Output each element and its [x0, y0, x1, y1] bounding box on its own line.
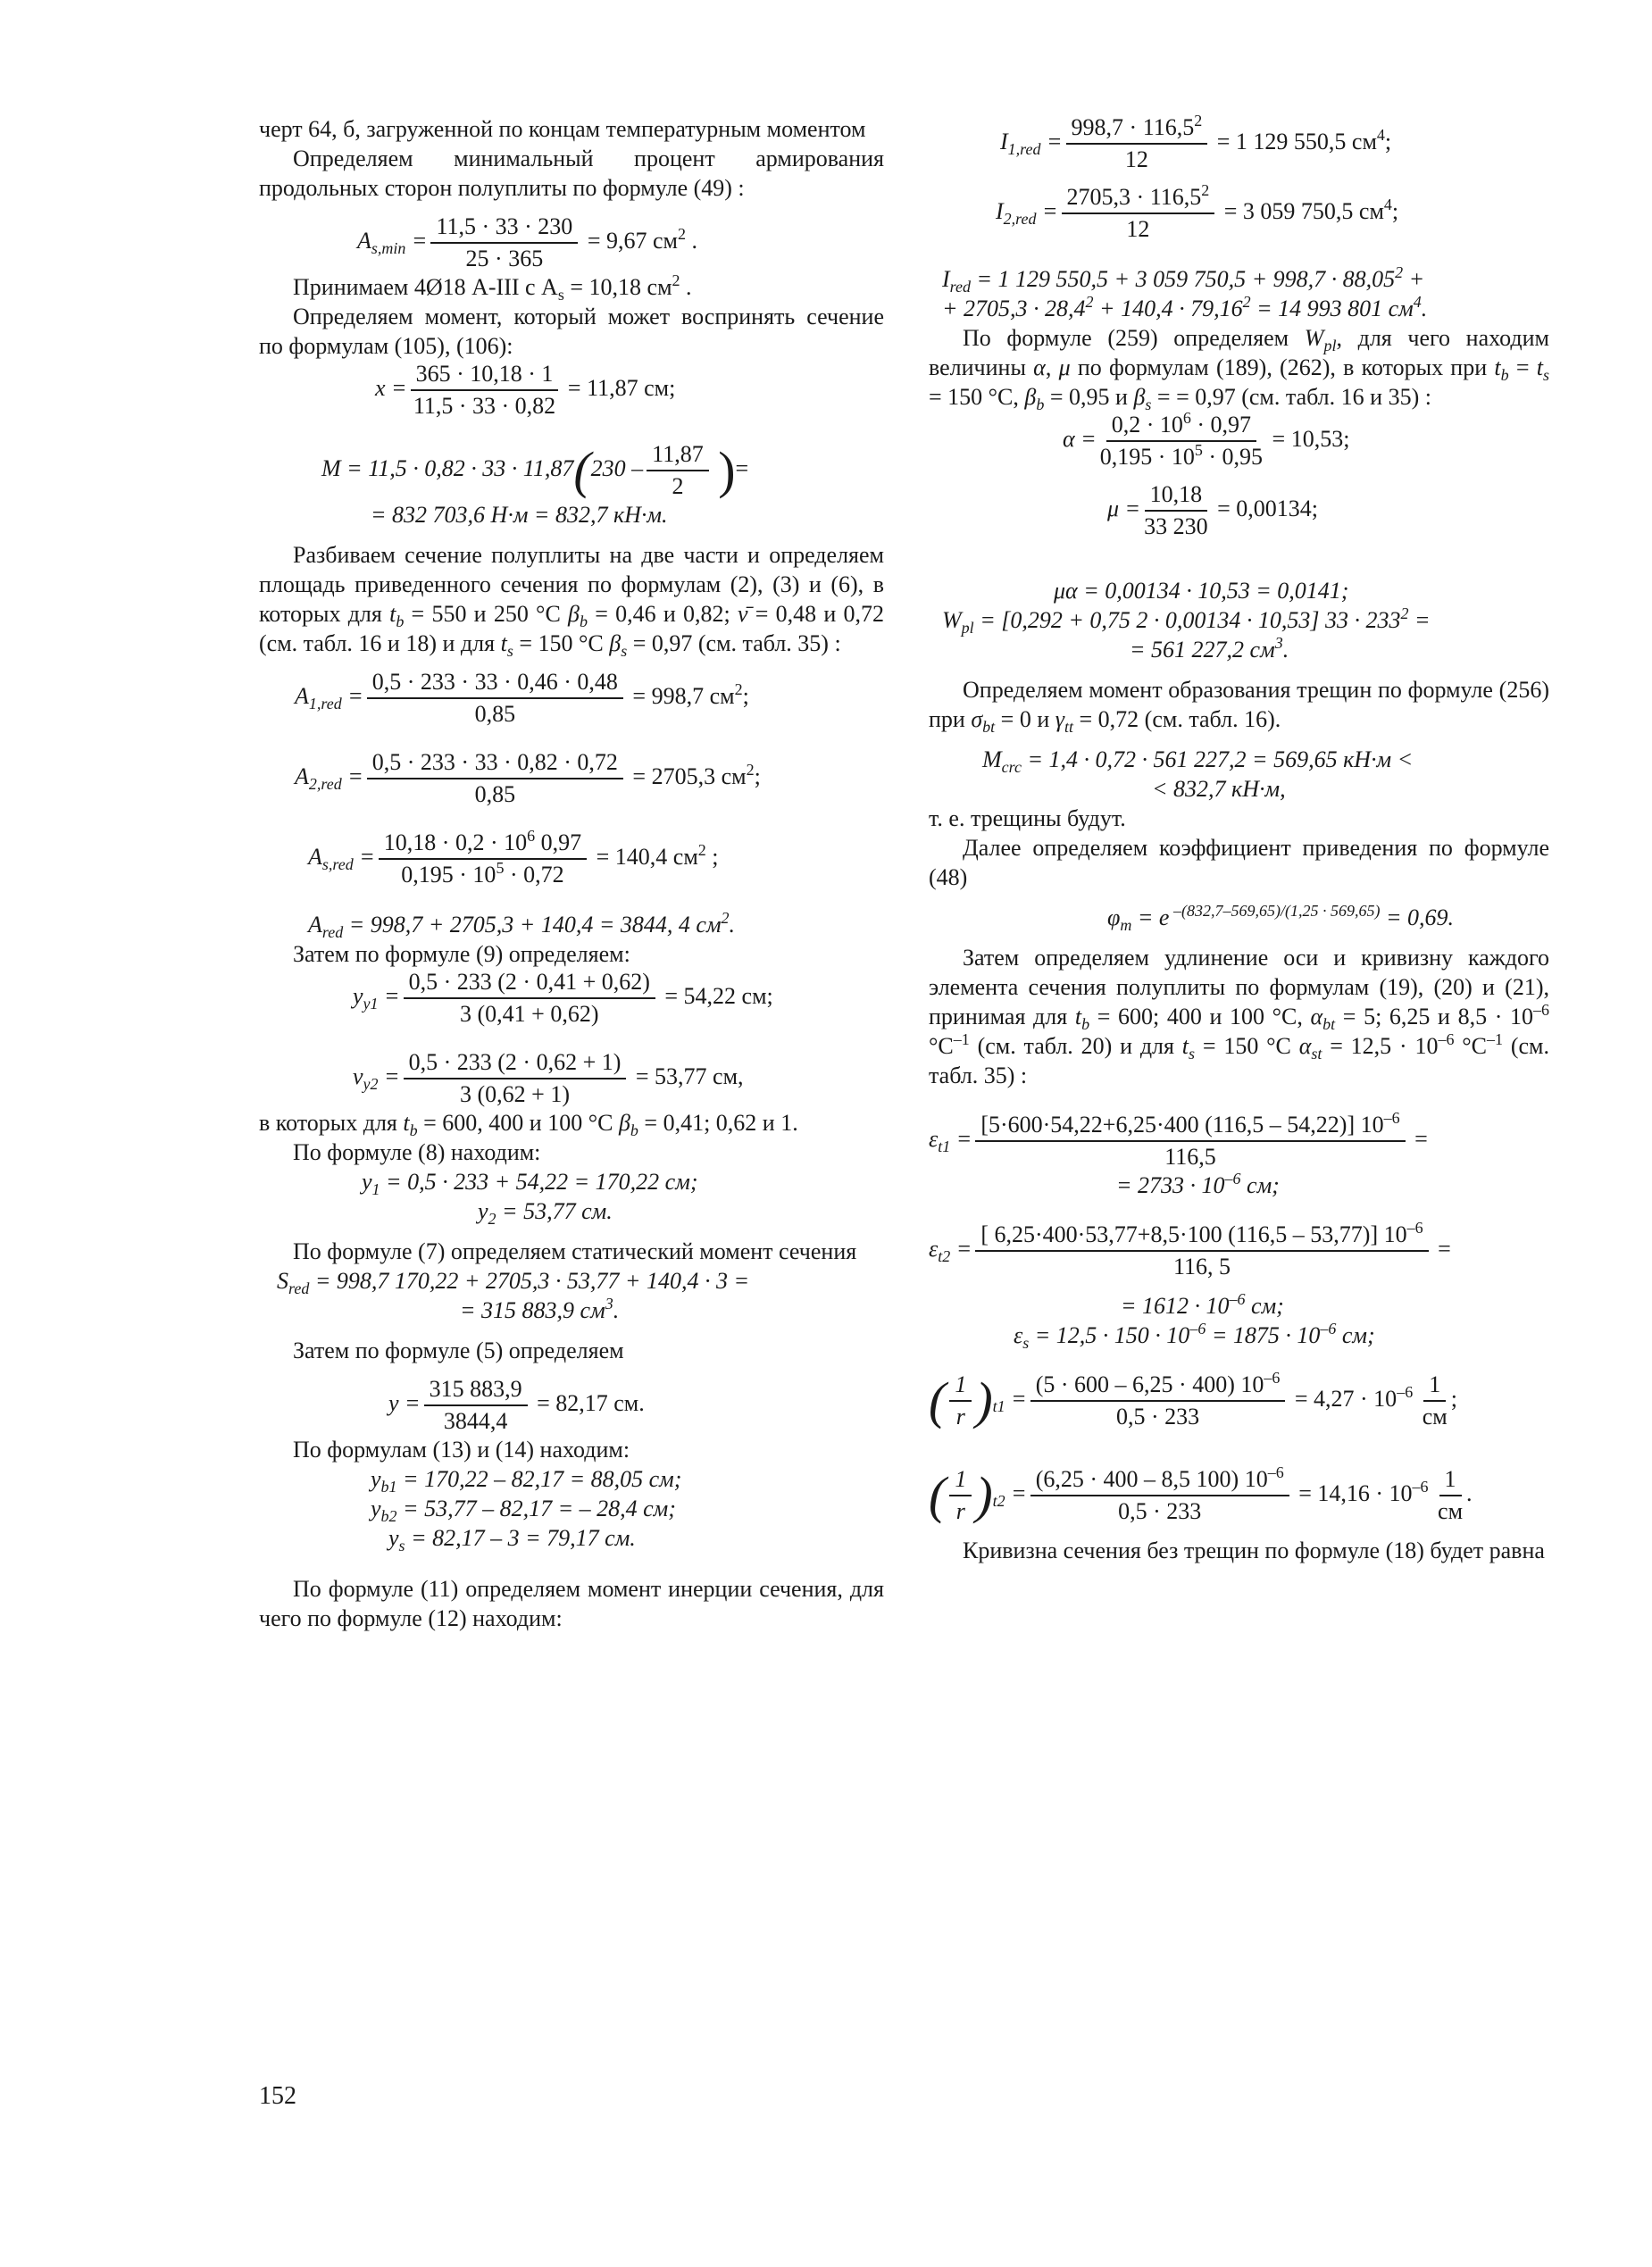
spacer [929, 1200, 1549, 1221]
formula: < 832,7 кН·м, [1152, 776, 1286, 802]
formula: $\varphi_m = e$ $^{-(832,7-569,65)/(1,25 \cdot 569,65)}$ = 0,69. [1107, 902, 1455, 934]
fraction: $\frac{365 \cdot 10,18 \cdot 1}{11,5 \cdot 33 \cdot 0,82}$ [411, 361, 559, 420]
fraction: $\frac{0,5 \cdot 233 (2 \cdot 0,62 + 1)}{3 (0,62 + 1)}$ [404, 1049, 627, 1108]
fraction: $\frac{11,87}{2}$ [647, 441, 709, 500]
spacer [259, 1325, 884, 1336]
formula: $I_{red} = 1$ 129 550,5 + 3 059 $750,5 + 998,7 \cdot 88,05^2$ + [942, 263, 1425, 296]
formula: = 561 227,2 $см^3$. [1130, 634, 1289, 663]
formula: $A_{s,red}$ = $\frac{10,18 \cdot 0,2 \cdot 10^6 0,97}{0,195 \cdot 10^5 \cdot 0,72}$ = 140,4 $см^2$ ; [308, 827, 719, 888]
formula: $y_s = 82,17 - 3 = 79,17$ см. [388, 1525, 636, 1554]
spacer [929, 540, 1549, 576]
fraction: $\frac{0,5 \cdot 233 \cdot 33 \cdot 0,46 \cdot 0,48}{0,85}$ [367, 669, 623, 728]
formula: = 315 883,9 $см^3$. [460, 1295, 620, 1323]
spacer [929, 1525, 1549, 1536]
paragraph: По формуле (7) определяем статический момент сечения [293, 1238, 857, 1264]
formula: $y_{b1} = 170,22 - 82,17 = 88,05$ см; [371, 1466, 682, 1496]
paragraph: По формуле (259) определяем $W_{pl}$, для чего находим величины α, μ по формулам (189), (262), в которых при $t_b = t_s = 150$ °С, $\beta_b = 0,95$ и $\beta_s$ = = 0,97 (см. табл. 16 и 35) : [929, 325, 1550, 413]
formula: ( $\frac{1}{r}$ )$_{t2}$ = $\frac{(6,25 \cdot 400 - 8,5 100) 10^{-6}}{0,5 \cdot 233}$ = $14,16 \cdot 10^{-6}$ $\frac{1}{см}$ . [929, 1463, 1473, 1524]
spacer [929, 243, 1549, 264]
fraction: $\frac{(6,25 \cdot 400 - 8,5 100) 10^{-6}}{0,5 \cdot 233}$ [1030, 1466, 1289, 1525]
paragraph: Кривизна сечения без трещин по формуле (18) будет равна [963, 1538, 1545, 1563]
fraction: $\frac{998,7 \cdot 116,5^2}{12}$ [1066, 114, 1208, 173]
formula: M = 11,5 · 0,82 · 33 · 11,87(230 – $\frac{11,87}{2}$ )= [321, 441, 749, 499]
fraction: $\frac{(5 \cdot 600 - 6,25 \cdot 400) 10^{-6}}{0,5 \cdot 233}$ [1030, 1371, 1286, 1430]
spacer [259, 1028, 884, 1049]
formula: μα = 0,00134 · 10,53 = 0,0141; [1054, 578, 1349, 604]
formula: $y_1 = 0,5 \cdot 233 + 54,22 = 170,22$ см; [362, 1169, 698, 1198]
formula: $\nu_{y2}$ = $\frac{0,5 \cdot 233 (2 \cdot 0,62 + 1)}{3 (0,62 + 1)}$ = 53,77 см, [353, 1049, 744, 1107]
formula: $M_{crc} = 1,4 \cdot 0,72 \cdot 561$ 227,2 = 569,65 кН·м < [982, 746, 1414, 776]
formula: = $2733 \cdot 10^{-6}$ см; [1116, 1170, 1280, 1198]
paragraph: Затем определяем удлинение оси и кривизну каждого элемента сечения полуплиты по формулам (19), (20) и (21), принимая для $t_b = 600$; 400 и 100 °С, $\alpha_{bt} = 5$; 6,25 и $8,5 \cdot 10^{-6}$ $^\circ С^{-1}$ (см. табл. 20) и для $t_s = 150$ °С $\alpha_{st} = 12,5 \cdot 10^{-6}$ $^\circ С^{-1}$ (см. табл. 35) : [929, 945, 1549, 1088]
paragraph: Определяем момент, который может воспринять сечение по формулам (105), (106): [259, 304, 884, 359]
spacer [929, 471, 1549, 481]
page-number: 152 [259, 2082, 296, 2110]
spacer [259, 888, 884, 910]
paragraph: По формуле (11) определяем момент инерции сечения, для чего по формуле (12) находим: [259, 1576, 884, 1631]
paragraph: Разбиваем сечение полуплиты на две части и определяем площадь приведенного сечения по формулам (2), (3) и (6), в которых для $t_b = 550$ и 250 °С $\beta_b = 0,46$ и 0,82; ν̄ = 0,48 и 0,72 (см. табл. 16 и 18) и для $t_s = 150$ °С $\beta_s = 0,97$ (см. табл. 35) : [259, 542, 884, 660]
formula: $\varepsilon_{t1}$ = $\frac{[5\cdot 600\cdot 54,22+6,25\cdot 400 (116,5 - 54,22)] 10^{-6}}{116,5}$ = [929, 1109, 1428, 1170]
fraction: $\frac{0,5 \cdot 233 \cdot 33 \cdot 0,82 \cdot 0,72}{0,85}$ [367, 749, 623, 808]
spacer [259, 203, 884, 213]
paragraph: Определяем момент образования трещин по формуле (256) при $\sigma_{bt} = 0$ и $\gamma_{tt} = 0,72$ (см. табл. 16). [929, 677, 1549, 736]
paragraph: По формуле (8) находим: [293, 1139, 541, 1165]
spacer [929, 932, 1549, 943]
spacer [259, 420, 884, 441]
fraction: $\frac{10,18}{33 230}$ [1144, 481, 1208, 539]
paragraph: в которых для $t_b = 600$, 400 и 100 °С $\beta_b = 0,41$; 0,62 и 1. [259, 1110, 798, 1139]
spacer [259, 728, 884, 749]
formula: $A_{s,min}$ = $\frac{11,5 \cdot 33 \cdot 230}{25 \cdot 365}$ = 9,67 $см^2$ . [357, 213, 697, 271]
formula: $W_{pl} = [0,292 + 0,75$ 2 · 0,00134 · 10,53] $33 \cdot 233^2$ = [942, 604, 1431, 637]
formula: $I_{2,red}$ = $\frac{2705,3 \cdot 116,5^2}{12}$ = 3 059 750,5 $см^4$; [996, 181, 1399, 242]
spacer [929, 664, 1549, 675]
formula: $A_{red} = 998,7 + 2705,3 + 140,4 = 3844$, 4 $см^2$. [308, 909, 736, 941]
paragraph: Затем по формуле (5) определяем [293, 1338, 624, 1363]
fraction: $\frac{11,5 \cdot 33 \cdot 230}{25 \cdot 365}$ [430, 213, 578, 272]
fraction: $\frac{315 883,9}{3844,4}$ [424, 1376, 528, 1435]
formula: $\varepsilon_s = 12,5 \cdot 150 \cdot 10^{-6} = 1875 \cdot 10^{-6}$ см; [1014, 1320, 1375, 1352]
spacer [259, 808, 884, 829]
spacer [929, 173, 1549, 184]
formula: + $2705,3 \cdot 28,4^2 + 140,4 \cdot 79,16^2 = 14$ 993 801 $см^4$. [942, 293, 1428, 321]
formula: $\varepsilon_{t2}$ = $\frac{[ 6,25\cdot 400\cdot 53,77+8,5\cdot 100 (116,5 - 53,77)] 10^{-6}}{116, 5}$ = [929, 1219, 1451, 1279]
fraction: $\frac{0,2 \cdot 10^6 \cdot 0,97}{0,195 \cdot 10^5 \cdot 0,95}$ [1099, 409, 1264, 470]
fraction: $\frac{[5\cdot 600\cdot 54,22+6,25\cdot 400 (116,5 - 54,22)] 10^{-6}}{116,5}$ [975, 1112, 1405, 1171]
formula: = $1612 \cdot 10^{-6}$ см; [1121, 1290, 1284, 1319]
paragraph: Затем по формуле (9) определяем: [293, 941, 630, 967]
formula: $y_{b2} = 53,77 - 82,17$ = – 28,4 см; [371, 1496, 676, 1525]
formula: = 832 703,6 Н·м = 832,7 кН·м. [371, 502, 668, 528]
paragraph: Далее определяем коэффициент приведения по формуле (48) [929, 835, 1549, 890]
formula: $y_{y1}$ = $\frac{0,5 \cdot 233 (2 \cdot 0,41 + 0,62)}{3 (0,41 + 0,62)}$ = 54,22 см; [353, 969, 773, 1027]
paragraph: Определяем минимальный процент армирования продольных сторон полуплиты по формуле (49) : [259, 146, 884, 201]
spacer [259, 1553, 884, 1574]
formula: x = $\frac{365 \cdot 10,18 \cdot 1}{11,5 \cdot 33 \cdot 0,82}$ = 11,87 см; [375, 361, 676, 419]
spacer [929, 1350, 1549, 1371]
paragraph: т. е. трещины будут. [929, 805, 1126, 831]
formula: $S_{red} = 998,7$ 170,22 + 2705,3 · 53,77 + 140,4 · 3 = [277, 1268, 750, 1297]
spacer [259, 1226, 884, 1237]
formula: ( $\frac{1}{r}$ )$_{t1}$ = $\frac{(5 \cdot 600 - 6,25 \cdot 400) 10^{-6}}{0,5 \cdot 233}$ = $4,27 \cdot 10^{-6}$ $\frac{1}{см}$ ; [929, 1369, 1457, 1429]
spacer [259, 529, 884, 540]
formula: μ = $\frac{10,18}{33 230}$ = 0,00134; [1107, 481, 1318, 539]
formula: $A_{2,red}$ = $\frac{0,5 \cdot 233 \cdot 33 \cdot 0,82 \cdot 0,72}{0,85}$ = 2705,3 $см^2$; [295, 749, 761, 807]
spacer [929, 1430, 1549, 1466]
fraction: $\frac{2705,3 \cdot 116,5^2}{12}$ [1062, 184, 1215, 243]
spacer [259, 1365, 884, 1376]
formula: $I_{1,red}$ = $\frac{998,7 \cdot 116,5^2}{12}$ = 1 129 550,5 $см^4$; [1000, 112, 1392, 172]
spacer [929, 1090, 1549, 1112]
formula: $A_{1,red}$ = $\frac{0,5 \cdot 233 \cdot 33 \cdot 0,46 \cdot 0,48}{0,85}$ = 998,7 $см^2$; [295, 669, 749, 727]
fraction: $\frac{[ 6,25\cdot 400\cdot 53,77+8,5\cdot 100 (116,5 - 53,77)] 10^{-6}}{116, 5}$ [975, 1221, 1428, 1280]
left-column [259, 114, 884, 1633]
paragraph: По формулам (13) и (14) находим: [293, 1437, 630, 1463]
right-column [929, 114, 1549, 1565]
paragraph: Принимаем 4Ø18 А-III с $A_s = 10,18$ $см^2$ . [293, 271, 692, 304]
formula: y = $\frac{315 883,9}{3844,4}$ = 82,17 см. [388, 1376, 645, 1434]
formula: $y_2 = 53,77$ см. [478, 1198, 613, 1228]
fraction: $\frac{0,5 \cdot 233 (2 \cdot 0,41 + 0,62)}{3 (0,41 + 0,62)}$ [404, 969, 655, 1028]
spacer [929, 734, 1549, 745]
spacer [259, 658, 884, 669]
paragraph: черт 64, б, загруженной по концам температурным моментом [259, 116, 866, 142]
fraction: $\frac{10,18 \cdot 0,2 \cdot 10^6 0,97}{0,195 \cdot 10^5 \cdot 0,72}$ [379, 829, 587, 888]
formula: α = $\frac{0,2 \cdot 10^6 \cdot 0,97}{0,195 \cdot 10^5 \cdot 0,95}$ = 10,53; [1063, 409, 1350, 470]
